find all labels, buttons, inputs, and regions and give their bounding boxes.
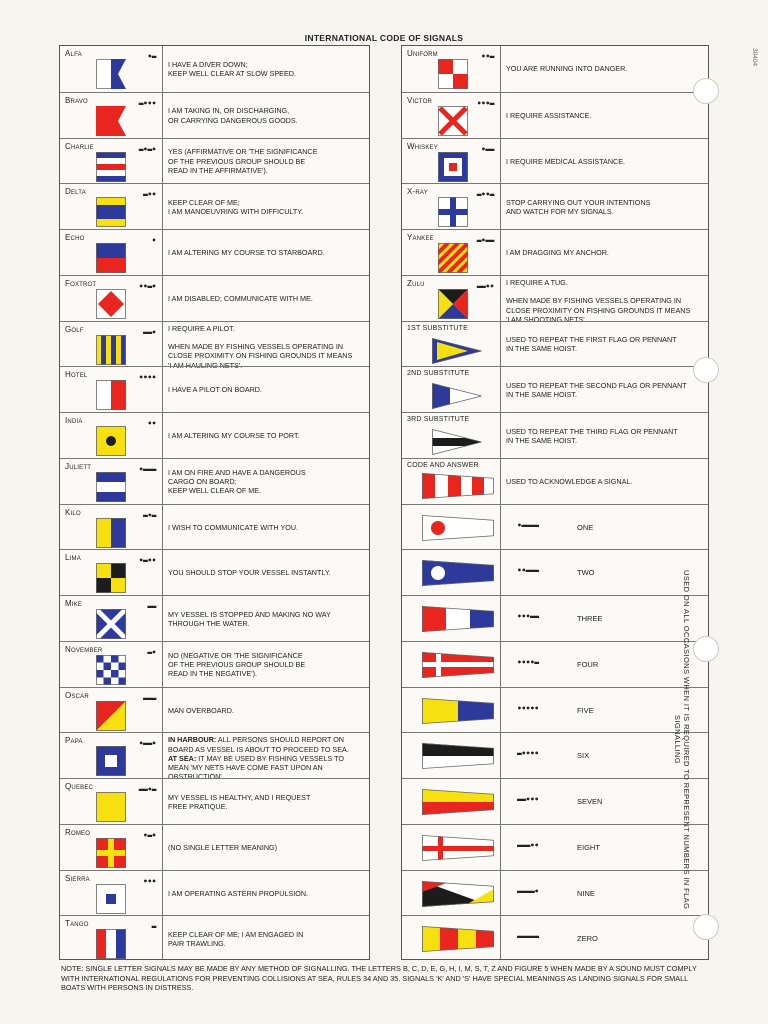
morse-code: ▬▬ [147, 602, 156, 611]
numeral-word: TWO [577, 568, 595, 578]
morse-code: ▬•▬• [138, 144, 156, 154]
morse-code: • [151, 236, 156, 245]
morse-code: ••▬▬▬ [517, 566, 539, 576]
morse-code: ••••▬ [517, 657, 539, 667]
flag-row-foxtrot [60, 275, 369, 321]
morse-code: ••• [143, 876, 156, 886]
morse-code: ▬••▬ [476, 190, 494, 200]
flag-meaning: I REQUIRE A TUG. WHEN MADE BY FISHING VESSELS OPERATING IN CLOSE PROXIMITY ON FISHING GROUNDS IT MEANS 'I AM SHOOTING NETS'. [506, 277, 691, 324]
numeral-row-one [402, 504, 708, 550]
morse-code: •▬ [147, 52, 156, 61]
flag-name: Foxtrot [65, 278, 97, 288]
numeral-seven-pennant-icon [422, 789, 494, 815]
flag-meaning: I AM DISABLED; COMMUNICATE WITH ME. [168, 293, 313, 303]
flag-meaning: STOP CARRYING OUT YOUR INTENTIONS AND WATCH FOR MY SIGNALS. [506, 197, 651, 217]
flag-meaning: I AM OPERATING ASTERN PROPULSION. [168, 888, 309, 898]
bravo-flag-icon [96, 106, 126, 136]
morse-code: ▬▬▬▬▬ [517, 932, 539, 942]
charlie-flag-icon [96, 152, 126, 182]
numeral-row-six [402, 732, 708, 778]
morse-code: •▬•• [138, 556, 156, 566]
morse-code: ▬•▬▬ [476, 236, 494, 245]
morse-code: ▬▬••• [517, 795, 539, 804]
flag-row-charlie [60, 138, 369, 184]
flag-name: Kilo [65, 507, 81, 517]
numeral-word: SIX [577, 751, 590, 761]
flag-name: 3RD SUBSTITUTE [407, 416, 470, 423]
flag-meaning: I REQUIRE ASSISTANCE. [506, 110, 592, 120]
morse-code: ▬• [147, 647, 156, 657]
numeral-word: EIGHT [577, 842, 600, 852]
numeral-five-pennant-icon [422, 698, 494, 724]
victor-flag-icon [438, 106, 468, 136]
numeral-word: THREE [577, 614, 603, 623]
flag-name: Golf [65, 324, 84, 334]
numeral-word: FIVE [577, 705, 594, 715]
numeral-row-nine [402, 870, 708, 916]
numeral-word: FOUR [577, 659, 599, 669]
flag-name: Uniform [407, 49, 438, 58]
flag-meaning: YES (AFFIRMATIVE OR 'THE SIGNIFICANCE OF THE PREVIOUS GROUP SHOULD BE READ IN THE AFFIRMATIVE'). [168, 147, 318, 176]
numeral-word: ONE [577, 522, 594, 532]
kilo-flag-icon [96, 518, 126, 548]
flag-meaning: I AM ALTERING MY COURSE TO PORT. [168, 431, 300, 441]
tango-flag-icon [96, 929, 126, 959]
delta-flag-icon [96, 197, 126, 227]
morse-code: ••▬ [481, 52, 494, 61]
morse-code: ▬•▬ [143, 510, 156, 520]
morse-code: ▬▬▬•• [517, 840, 539, 850]
flag-row-golf [60, 321, 369, 370]
numeral-row-five [402, 687, 708, 733]
morse-code: ▬▬•• [476, 281, 494, 291]
morse-code: ▬•• [143, 190, 156, 200]
flag-name: Yankee [407, 233, 434, 242]
flag-row-oscar [60, 687, 369, 733]
flag-meaning: YOU SHOULD STOP YOUR VESSEL INSTANTLY. [168, 568, 331, 578]
numeral-row-zero [402, 915, 708, 961]
flag-row-quebec [60, 778, 369, 824]
romeo-flag-icon [96, 838, 126, 868]
code-and-answer-pennant-icon [422, 473, 494, 499]
juliett-flag-icon [96, 472, 126, 502]
flag-row-code-and-answer [402, 458, 708, 504]
flag-name: Romeo [65, 827, 91, 837]
flag-meaning: I REQUIRE MEDICAL ASSISTANCE. [506, 156, 626, 166]
flag-meaning: USED TO ACKNOWLEDGE A SIGNAL. [506, 476, 633, 486]
flag-meaning: I REQUIRE A PILOT. WHEN MADE BY FISHING VESSELS OPERATING IN CLOSE PROXIMITY ON FISHING GROUNDS IT MEANS 'I AM HAULING NETS'. [168, 323, 353, 370]
flag-row-echo [60, 229, 369, 275]
flag-name: Papa [65, 736, 83, 746]
flag-row-delta [60, 183, 369, 229]
flag-name: India [65, 416, 83, 425]
flag-name: Delta [65, 187, 86, 197]
flag-name: Zulu [407, 278, 425, 288]
flag-name: Sierra [65, 873, 90, 883]
third-substitute-pennant-icon [432, 429, 482, 455]
flag-meaning: I AM TAKING IN, OR DISCHARGING, OR CARRYING DANGEROUS GOODS. [168, 106, 298, 125]
lima-flag-icon [96, 563, 126, 593]
morse-code: •▬▬• [138, 739, 156, 749]
document-code: 30404 [751, 48, 758, 67]
morse-code: •••▬▬ [517, 612, 539, 621]
flag-meaning: MY VESSEL IS STOPPED AND MAKING NO WAY THROUGH THE WATER. [168, 609, 331, 628]
morse-code: ••▬• [138, 281, 156, 291]
alfa-flag-icon [96, 59, 126, 89]
numeral-row-seven [402, 778, 708, 824]
golf-flag-icon [96, 335, 126, 365]
numeral-word: ZERO [577, 934, 598, 944]
binder-hole [693, 78, 719, 104]
flag-name: Lima [65, 553, 81, 563]
flag-name: Victor [407, 95, 433, 105]
numeral-pennant-note: USED ON ALL OCCASIONS WHEN IT IS REQUIRED TO REPRESENT NUMBERS IN FLAG SIGNALLING [673, 570, 691, 910]
flag-meaning: MAN OVERBOARD. [168, 705, 234, 715]
right-flag-table [401, 45, 709, 960]
second-substitute-pennant-icon [432, 383, 482, 409]
flag-row-alfa [60, 46, 369, 92]
flag-row-zulu [402, 275, 708, 324]
numeral-three-pennant-icon [422, 606, 494, 632]
sierra-flag-icon [96, 884, 126, 914]
morse-code: ▬▬•▬ [138, 785, 156, 794]
oscar-flag-icon [96, 701, 126, 731]
numeral-eight-pennant-icon [422, 835, 494, 861]
flag-row-romeo [60, 824, 369, 870]
flag-name: CODE AND ANSWER [407, 461, 479, 469]
flag-meaning: I HAVE A PILOT ON BOARD. [168, 385, 262, 395]
foxtrot-flag-icon [96, 289, 126, 319]
papa-flag-icon [96, 746, 126, 776]
morse-code: ▬•••• [517, 749, 539, 759]
numeral-two-pennant-icon [422, 560, 494, 586]
flag-name: Oscar [65, 690, 89, 700]
morse-code: ▬▬▬▬• [517, 886, 539, 896]
flag-row-sierra [60, 870, 369, 916]
flag-row-juliett [60, 458, 369, 504]
india-flag-icon [96, 426, 126, 456]
flag-name: Charlie [65, 141, 94, 151]
flag-meaning: I AM DRAGGING MY ANCHOR. [506, 248, 609, 258]
flag-meaning: I AM ALTERING MY COURSE TO STARBOARD. [168, 248, 325, 258]
mike-flag-icon [96, 609, 126, 639]
flag-meaning: YOU ARE RUNNING INTO DANGER. [506, 64, 628, 74]
numeral-row-eight [402, 824, 708, 870]
flag-row-kilo [60, 504, 369, 550]
flag-meaning: KEEP CLEAR OF ME; I AM MANOEUVRING WITH DIFFICULTY. [168, 197, 304, 217]
flag-row-tango [60, 915, 369, 961]
morse-code: •▬• [143, 830, 156, 840]
numeral-word: SEVEN [577, 797, 603, 806]
morse-code: ▬▬▬ [143, 693, 156, 703]
flag-name: Mike [65, 599, 83, 608]
numeral-row-two [402, 549, 708, 595]
flag-meaning: I WISH TO COMMUNICATE WITH YOU. [168, 522, 299, 532]
flag-name: Echo [65, 233, 85, 242]
x-ray-flag-icon [438, 197, 468, 227]
morse-code: •▬▬ [481, 144, 494, 154]
flag-row-mike [60, 595, 369, 641]
flag-name: November [65, 644, 103, 654]
flag-name: Whiskey [407, 141, 438, 151]
flag-row-2nd-substitute [402, 366, 708, 412]
flag-row-papa [60, 732, 369, 782]
flag-name: Tango [65, 919, 89, 929]
flag-name: Quebec [65, 782, 94, 791]
morse-code: •▬▬▬▬ [517, 520, 539, 530]
whiskey-flag-icon [438, 152, 468, 182]
flag-name: Juliett [65, 461, 92, 471]
left-flag-table [59, 45, 370, 960]
morse-code: •••▬ [476, 98, 494, 108]
zulu-flag-icon [438, 289, 468, 319]
footnote: NOTE: SINGLE LETTER SIGNALS MAY BE MADE BY ANY METHOD OF SIGNALLING. THE LETTERS B, C, D, E, G, H, I, M, S, T, Z AND FIGURE 5 WHEN MADE BY A SOUND MUST COMPLY WITH INTERNATIONAL REGULATIONS FOR PREVENTING COLLISIONS AT SEA, RULES 34 AND 35. SIGNALS 'K' AND 'S' HAVE SPECIAL MEANINGS AS LANDING SIGNALS FOR SMALL BOATS WITH PERSONS IN DISTRESS. [61, 964, 697, 992]
flag-meaning: MY VESSEL IS HEALTHY, AND I REQUEST FREE PRATIQUE. [168, 792, 311, 811]
quebec-flag-icon [96, 792, 126, 822]
numeral-four-pennant-icon [422, 652, 494, 678]
yankee-flag-icon [438, 243, 468, 273]
numeral-row-four [402, 641, 708, 687]
numeral-zero-pennant-icon [422, 926, 494, 952]
flag-row-lima [60, 549, 369, 595]
flag-row-india [60, 412, 369, 458]
numeral-one-pennant-icon [422, 515, 494, 541]
flag-meaning: KEEP CLEAR OF ME; I AM ENGAGED IN PAIR TRAWLING. [168, 929, 304, 949]
numeral-six-pennant-icon [422, 743, 494, 769]
flag-meaning: USED TO REPEAT THE FIRST FLAG OR PENNANT IN THE SAME HOIST. [506, 335, 677, 354]
november-flag-icon [96, 655, 126, 685]
numeral-nine-pennant-icon [422, 881, 494, 907]
flag-row-whiskey [402, 138, 708, 184]
flag-name: Hotel [65, 370, 88, 380]
flag-meaning: I HAVE A DIVER DOWN; KEEP WELL CLEAR AT SLOW SPEED. [168, 59, 296, 78]
flag-name: Bravo [65, 95, 88, 105]
flag-row-victor [402, 92, 708, 138]
echo-flag-icon [96, 243, 126, 273]
flag-meaning: USED TO REPEAT THE THIRD FLAG OR PENNANT IN THE SAME HOIST. [506, 426, 678, 445]
flag-name: 1ST SUBSTITUTE [407, 324, 469, 332]
flag-row-bravo [60, 92, 369, 138]
morse-code: ▬ [151, 922, 156, 932]
flag-meaning: USED TO REPEAT THE SECOND FLAG OR PENNANT IN THE SAME HOIST. [506, 380, 687, 400]
flag-row-yankee [402, 229, 708, 275]
flag-row-hotel [60, 366, 369, 412]
flag-name: X-ray [407, 187, 428, 197]
flag-row-3rd-substitute [402, 412, 708, 458]
morse-code: ▬▬• [143, 327, 156, 337]
morse-code: •• [147, 419, 156, 428]
morse-code: •••• [138, 373, 156, 383]
first-substitute-pennant-icon [432, 338, 482, 364]
flag-meaning: (NO SINGLE LETTER MEANING) [168, 842, 278, 852]
morse-code: ▬••• [138, 98, 156, 108]
flag-row-1st-substitute [402, 321, 708, 367]
flag-row-uniform [402, 46, 708, 92]
morse-code: •▬▬▬ [138, 464, 156, 474]
flag-meaning: IN HARBOUR: ALL PERSONS SHOULD REPORT ON BOARD AS VESSEL IS ABOUT TO PROCEED TO SEA. AT SEA: IT MAY BE USED BY FISHING VESSELS TO MEAN 'MY NETS HAVE COME FAST UPON AN OBSTRUCTION'. [168, 735, 349, 782]
morse-code: ••••• [517, 703, 539, 713]
binder-hole [693, 636, 719, 662]
page-title: INTERNATIONAL CODE OF SIGNALS [304, 33, 464, 43]
numeral-row-three [402, 595, 708, 641]
flag-row-november [60, 641, 369, 687]
flag-name: 2ND SUBSTITUTE [407, 370, 470, 378]
flag-meaning: I AM ON FIRE AND HAVE A DANGEROUS CARGO ON BOARD; KEEP WELL CLEAR OF ME. [168, 467, 306, 496]
flag-row-x-ray [402, 183, 708, 229]
binder-hole [693, 914, 719, 940]
uniform-flag-icon [438, 59, 468, 89]
hotel-flag-icon [96, 380, 126, 410]
numeral-word: NINE [577, 888, 595, 898]
binder-hole [693, 357, 719, 383]
flag-name: Alfa [65, 49, 82, 58]
flag-meaning: NO (NEGATIVE OR 'THE SIGNIFICANCE OF THE PREVIOUS GROUP SHOULD BE READ IN THE NEGATIVE'). [168, 650, 306, 679]
